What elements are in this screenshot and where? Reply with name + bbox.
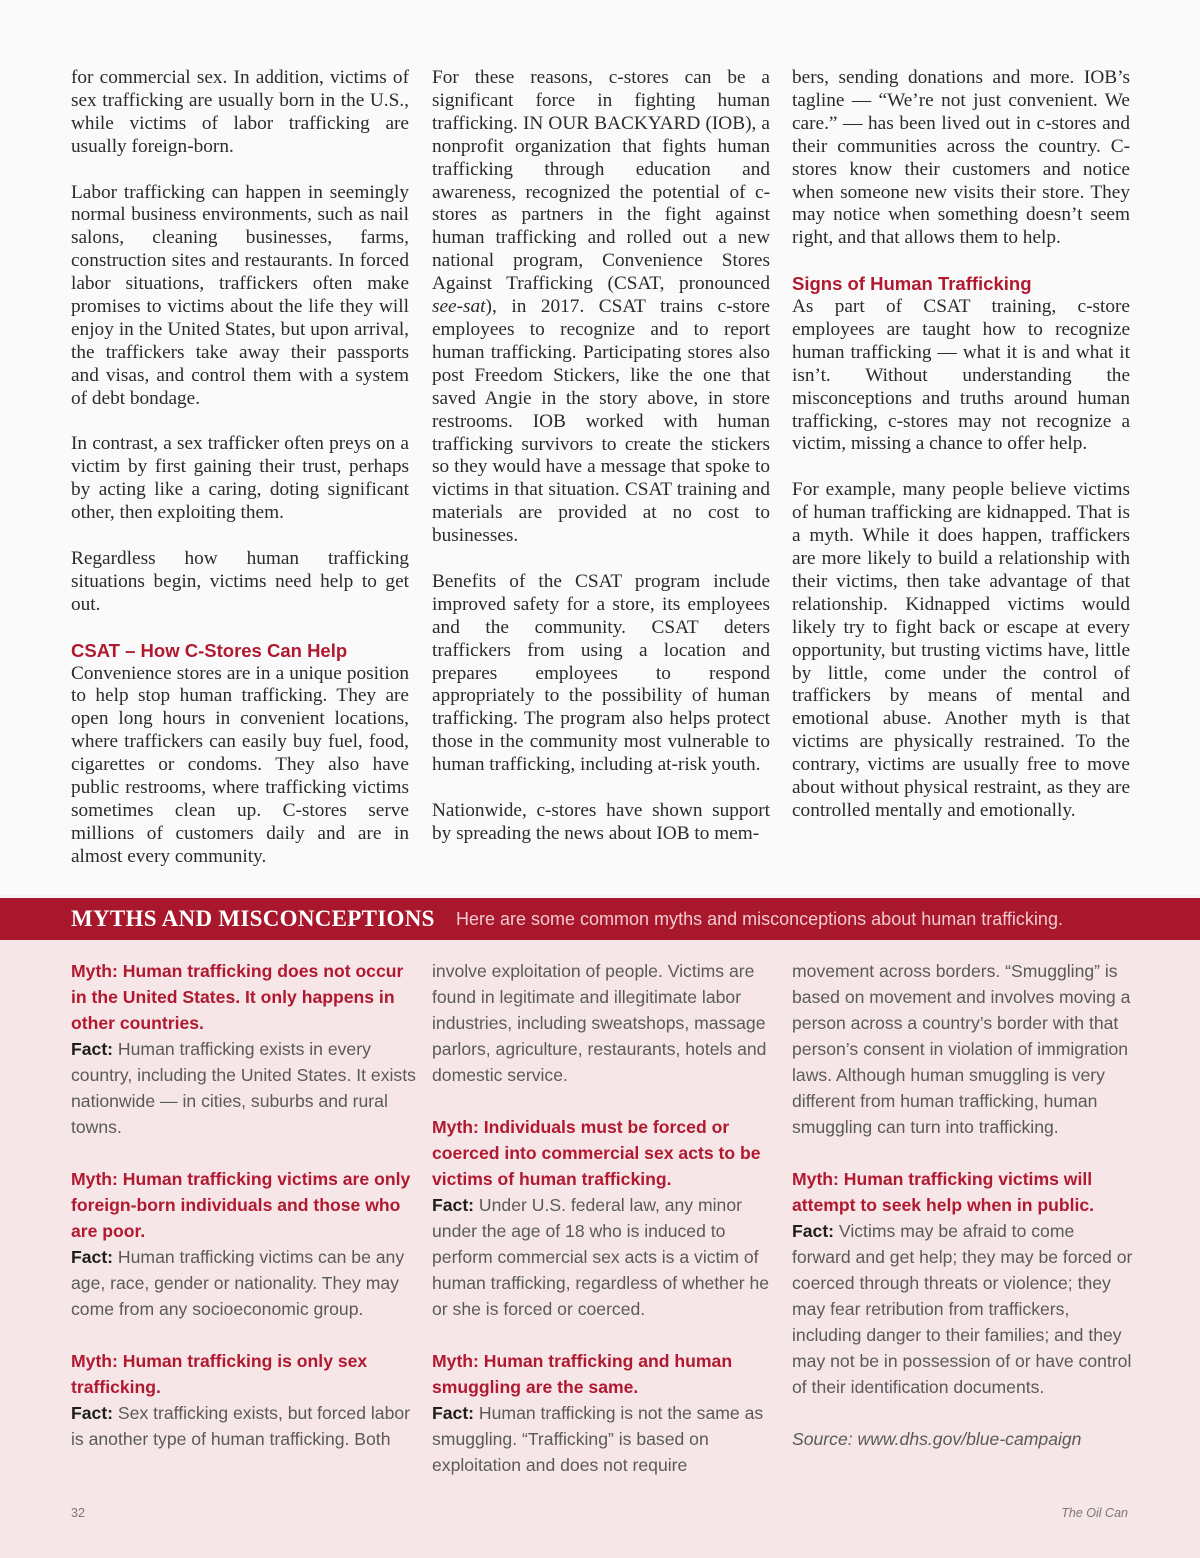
myth-continuation: involve exploitation of people. Victims are found in legitimate and illegitimate labor industries, including sweatshops, massage parlors, agriculture, restaurants, hotels and domestic service.: [432, 961, 767, 1085]
page-number: 32: [71, 1506, 85, 1520]
myths-title: MYTHS AND MISCONCEPTIONS: [71, 906, 435, 931]
fact-label: Fact:: [71, 1247, 114, 1267]
myths-subtitle: Here are some common myths and misconceptions about human trafficking.: [456, 909, 1063, 929]
myth-statement: Myth: Individuals must be forced or coerced into commercial sex acts to be victims of human trafficking.: [432, 1117, 761, 1189]
section-heading-csat: CSAT – How C-Stores Can Help: [71, 639, 348, 661]
myths-banner: [0, 898, 1200, 940]
text-run: ), in 2017. CSAT trains c-store employees to recognize and to report human trafficking. Participating stores also post Freedom Stickers, like the one that saved Angie in the story above, in store restrooms. IOB worked with human trafficking survivors to create the stickers so they would have a message that spoke to victims in that situation. CSAT training and materials are provided at no cost to businesses.: [432, 296, 770, 547]
fact-label: Fact:: [432, 1403, 475, 1423]
myths-column-2: [432, 958, 777, 1504]
article-paragraph: As part of CSAT training, c-store employees are taught how to recognize human trafficking — what it is and what it isn’t. Without understanding the misconceptions and truths around human trafficking, c-stores may not recognize a victim, missing a chance to offer help.: [792, 296, 1130, 455]
myth-continuation: movement across borders. “Smuggling” is based on movement and involves moving a person across a country’s border with that person’s consent in violation of immigration laws. Although human smuggling is very different from human trafficking, human smuggling can turn into trafficking.: [792, 961, 1131, 1137]
myth-statement: Myth: Human trafficking does not occur in the United States. It only happens in other countries.: [71, 961, 404, 1033]
myth-item: [432, 1114, 777, 1322]
article-paragraph: [432, 67, 770, 548]
article-paragraph: Nationwide, c-stores have shown support by spreading the news about IOB to mem-: [432, 799, 770, 844]
fact-label: Fact:: [432, 1195, 475, 1215]
fact-text: Victims may be afraid to come forward and get help; they may be forced or coerced through threats or violence; they may fear retribution from traffickers, including danger to their families; and they may not be in possession of or have control of their identification documents.: [792, 1221, 1133, 1397]
myth-statement: Myth: Human trafficking victims will attempt to seek help when in public.: [792, 1169, 1095, 1215]
fact-text: Human trafficking exists in every country, including the United States. It exists nationwide — in cities, suburbs and rural towns.: [71, 1039, 416, 1137]
article-paragraph: Labor trafficking can happen in seemingly normal business environments, such as nail salons, cleaning businesses, farms, construction sites and restaurants. In forced labor situations, traffickers often make promises to victims about the life they will enjoy in the United States, but upon arrival, the traffickers take away their passports and visas, and control them with a system of debt bondage.: [71, 181, 409, 409]
article-column-3: [792, 67, 1130, 823]
myth-item: [71, 1348, 416, 1452]
myths-column-3: [792, 958, 1137, 1478]
myth-statement: Myth: Human trafficking is only sex trafficking.: [71, 1351, 368, 1397]
myth-item: [792, 1166, 1137, 1400]
myth-item: [71, 1166, 416, 1322]
article-paragraph: Regardless how human trafficking situations begin, victims need help to get out.: [71, 547, 409, 615]
fact-text: Under U.S. federal law, any minor under the age of 18 who is induced to perform commercial sex acts is a victim of human trafficking, regardless of whether he or she is forced or coerced.: [432, 1195, 770, 1319]
article-column-1: [71, 67, 409, 869]
myth-statement: Myth: Human trafficking and human smuggling are the same.: [432, 1351, 733, 1397]
article-column-2: [432, 67, 770, 846]
section-heading-signs: Signs of Human Trafficking: [792, 273, 1032, 295]
text-run: For these reasons, c-stores can be a significant force in fighting human trafficking. IN OUR BACKYARD (IOB), a nonprofit organization that fights human trafficking through education and awareness, recognized the potential of c-stores as partners in the fight against human trafficking and rolled out a new national program, Convenience Stores Against Trafficking (CSAT, pronounced: [432, 67, 770, 295]
article-paragraph: Convenience stores are in a unique position to help stop human trafficking. They are open long hours in convenient locations, where traffickers can easily buy fuel, food, cigarettes or condoms. They also have public restrooms, where trafficking victims sometimes clean up. C-stores serve millions of customers daily and are in almost every community.: [71, 662, 409, 867]
myths-column-1: [71, 958, 416, 1478]
source-citation: Source: www.dhs.gov/blue-campaign: [792, 1429, 1082, 1449]
fact-label: Fact:: [71, 1403, 114, 1423]
article-paragraph: Benefits of the CSAT program include improved safety for a store, its employees and the community. CSAT deters traffickers from using a location and prepares employees to respond appropriately to the possibility of human trafficking. The program also helps protect those in the community most vulnerable to human trafficking, including at-risk youth.: [432, 570, 770, 776]
article-paragraph: for commercial sex. In addition, victims of sex trafficking are usually born in the U.S., while victims of labor trafficking are usually foreign-born.: [71, 67, 409, 157]
fact-text: Human trafficking is not the same as smuggling. “Trafficking” is based on exploitation and does not require: [432, 1403, 764, 1475]
publication-name: The Oil Can: [1061, 1506, 1128, 1520]
article-paragraph: In contrast, a sex trafficker often preys on a victim by first gaining their trust, perhaps by acting like a caring, doting significant other, then exploiting them.: [71, 433, 409, 524]
myth-statement: Myth: Human trafficking victims are only foreign-born individuals and those who are poor.: [71, 1169, 411, 1241]
fact-text: Human trafficking victims can be any age, race, gender or nationality. They may come from any socioeconomic group.: [71, 1247, 405, 1319]
fact-label: Fact:: [792, 1221, 835, 1241]
myth-item: [432, 1348, 777, 1478]
fact-text: Sex trafficking exists, but forced labor is another type of human trafficking. Both: [71, 1403, 411, 1449]
article-paragraph: For example, many people believe victims of human trafficking are kidnapped. That is a myth. While it does happen, traffickers are more likely to build a relationship with their victims, then take advantage of that relationship. Kidnapped victims would likely try to fight back or escape at every opportunity, but trusting victims have, little by little, come under the control of traffickers by means of mental and emotional abuse. Another myth is that victims are physically restrained. To the contrary, victims are usually free to move about without physical restraint, as they are controlled mentally and emotionally.: [792, 479, 1130, 821]
pronunciation: see-sat: [432, 296, 486, 318]
myth-item: [71, 958, 416, 1140]
article-paragraph: bers, sending donations and more. IOB’s tagline — “We’re not just convenient. We care.” — has been lived out in c-stores and their communities across the country. C-stores know their customers and notice when someone new visits their store. They may notice when something doesn’t seem right, and that allows them to help.: [792, 67, 1130, 249]
fact-label: Fact:: [71, 1039, 114, 1059]
